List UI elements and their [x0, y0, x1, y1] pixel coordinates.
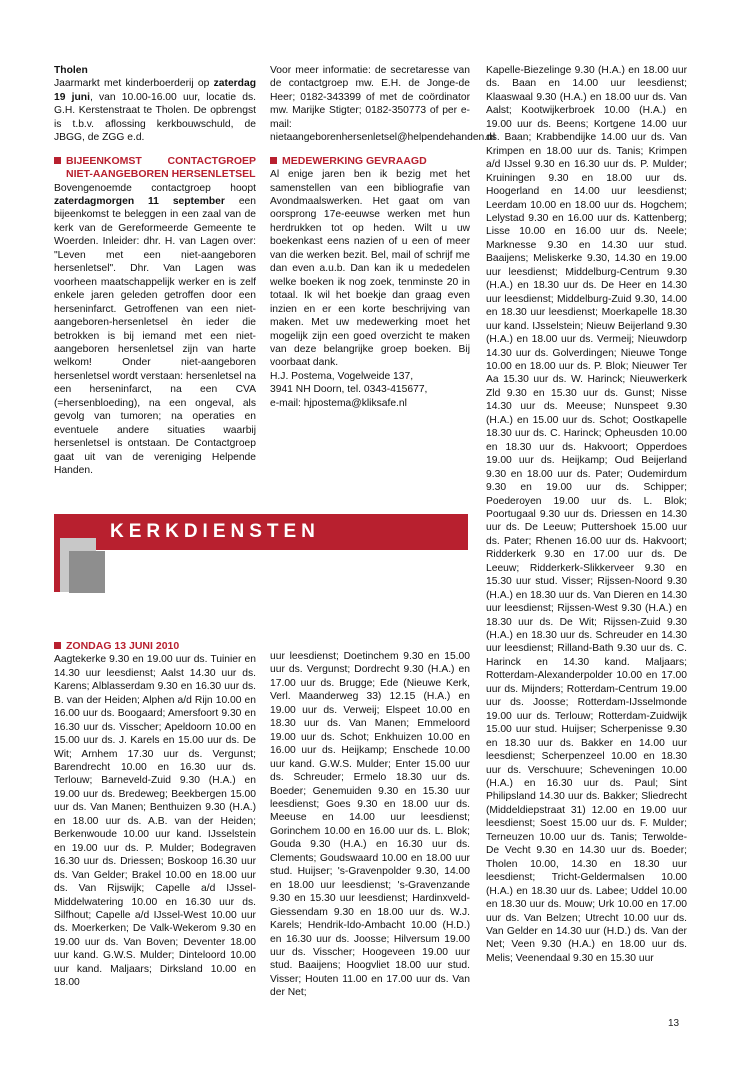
bijeenkomst-text-post2: Inleider: dhr. H. van Lagen over: "Leven met een niet-aangeboren hersenletsel". Dhr. Van Lagen was voorheen maatschappelijk werker en is zelf enkele jaren geleden getroffen door een herseninfarct. Getroffenen van een niet-aangeboren-hersenletsel èn ieder die betrokken is bij iemand met een niet-aangeboren hersenletsel zijn van harte welkom! Onder niet-aangeboren hersenletsel wordt verstaan: hersenletsel na een herseninfarct, na een CVA (=hersenbloeding), na een ongeval, als gevolg van tumoren; na operaties en eventuele andere situaties waarbij hersenletsel is ontstaan. De Contactgroep gaat uit van de vereniging Helpende Handen. — [54, 236, 256, 477]
column-4 — [54, 640, 256, 1060]
tholen-title: Tholen — [54, 65, 88, 76]
contact-name: H.J. Postema, Vogelweide 137, — [270, 370, 414, 382]
bijeenkomst-text — [54, 182, 256, 478]
column-2 — [270, 64, 496, 501]
bijeenkomst-text-pre: Bovengenoemde contactgroep hoopt — [54, 182, 256, 194]
kerkdiensten-date-heading: ZONDAG 13 JUNI 2010 — [54, 640, 256, 653]
square-bullet-icon — [270, 157, 277, 164]
tholen-date: zaterdag 19 juni — [54, 78, 256, 103]
kerkdiensten-col1-text: Aagtekerke 9.30 en 19.00 uur ds. Tuinier en 14.30 uur leesdienst; Aalst 14.30 uur ds. Karens; Alblasserdam 9.30 en 16.30 uur ds. B. van der Heiden; Alphen a/d Rijn 10.00 en 16.00 uur ds. Boogaard; Amersfoort 9.30 en 16.30 uur ds. Visscher; Apeldoorn 10.00 en 15.00 uur ds. J. Karels en 15.00 uur ds. De Wit; Arnhem 17.30 uur ds. Vergunst; Barendrecht 10.00 en 16.30 uur ds. Terlouw; Barneveld-Zuid 9.30 (H.A.) en 19.00 uur ds. Bredeweg; Beekbergen 15.00 uur ds. Van Manen; Benthuizen 9.30 (H.A.) en 18.00 uur ds. A.B. van der Heiden; Berkenwoude 10.00 uur kand. IJsselstein en 19.00 uur ds. P. Mulder; Bodegraven 16.30 uur ds. Driessen; Boskoop 16.30 uur ds. Van Gelder; Brakel 10.00 en 18.00 uur ds. Van Rijswijk; Capelle a/d IJssel-Middelwatering 10.00 en 16.30 uur ds. Silfhout; Capelle a/d IJssel-West 10.00 uur ds. Moerkerken; De Valk-Wekerom 9.30 en 19.00 uur ds. Van Boven; Deventer 18.00 uur kand. G.W.S. Mulder; Dinteloord 10.00 uur kand. Maljaars; Dirksland 10.00 en 18.00 — [54, 654, 256, 989]
bijeenkomst-heading: BIJEENKOMST CONTACTGROEP NIET-AANGEBOREN HERSENLETSEL — [54, 155, 256, 182]
bijeenkomst-info: Voor meer informatie: de secretaresse van de contactgroep mw. E.H. de Jonge-de Heer; 0182-343399 of met de coördinator mw. Marijke Stigter; 0182-350773 of per e-mail: nietaangeborenhersenletsel@helpendehanden.nl — [270, 65, 496, 144]
kerkdiensten-col3-text: Kapelle-Biezelinge 9.30 (H.A.) en 18.00 uur ds. Baan en 14.00 uur leesdienst; Klaaswaal 9.30 (H.A.) en 18.00 uur ds. Van Aalst; Kootwijkerbroek 10.00 (H.A.) en 19.00 uur ds. Beens; Kortgene 14.00 uur ds. Baan; Krabbendijke 14.00 uur ds. Van Krimpen en 18.00 uur ds. Tanis; Krimpen a/d IJssel 9.30 en 16.30 uur ds. P. Mulder; Kruiningen 9.30 en 18.00 uur ds. Hoogerland en 14.00 uur leesdienst; Leerdam 10.00 en 18.00 uur ds. Hogchem; Lelystad 9.30 en 16.00 uur ds. Kattenberg; Lisse 10.00 en 16.00 uur ds. Neele; Marknesse 9.30 en 14.30 uur stud. Baaijens; Meliskerke 9.30, 14.30 en 19.00 uur leesdienst; Middelburg-Centrum 9.30 (H.A.) en 18.30 uur ds. De Heer en 14.30 uur leesdienst; Middelburg-Zuid 9.30, 14.00 en 18.30 uur leesdienst; Moerkapelle 18.30 uur kand. IJsselstein; Nieuw Beijerland 9.30 (H.A.) en 18.00 uur ds. Vermeij; Nieuwdorp 14.30 uur ds. Golverdingen; Nieuwe Tonge 10.00 en 18.00 uur ds. P. Blok; Nieuwer Ter Aa 15.30 uur ds. W. Harinck; Nieuwerkerk Zld 9.30 en 15.30 uur ds. Gunst; Nisse 14.30 uur ds. Meeuse; Nunspeet 9.30 (H.A.) en 15.00 uur ds. Schot; Oostkapelle 18.30 uur ds. C. Harinck; Opheusden 10.00 en 18.30 uur ds. Hakvoort; Opperdoes 19.00 uur ds. Heijkamp; Oud Beijerland 9.30 en 18.00 uur ds. Pater; Oudemirdum 9.30 en 19.00 uur ds. Schipper; Poederoyen 19.00 uur ds. L. Blok; Poortugaal 9.30 uur ds. Driessen en 14.30 uur ds. De Leeuw; Puttershoek 15.00 uur ds. Pater; Rhenen 16.00 uur ds. Hakvoort; Ridderkerk 9.30 en 17.00 uur ds. De Leeuw; Ridderkerk-Slikkerveer 9.30 en 15.30 uur stud. Visser; Rijssen-Noord 9.30 (H.A.) en 18.30 uur ds. Van Dieren en 14.30 uur leesdienst; Rijssen-West 9.30 (H.A.) en 18.30 uur ds. De Wit; Rijssen-Zuid 9.30 (H.A.) en 18.30 uur ds. Schreuder en 14.30 uur leesdienst; Rilland-Bath 9.30 uur ds. C. Harinck en 14.30 kand. Maljaars; Rotterdam-Alexanderpolder 10.00 en 17.00 uur ds. Mijnders; Rotterdam-Centrum 19.00 uur ds. Joosse; Rotterdam-IJsselmonde 19.00 uur ds. Terlouw; Rotterdam-Zuidwijk 15.00 uur stud. Huijser; Scherpenisse 9.30 en 18.30 uur ds. Bakker en 14.00 uur leesdienst; Scherpenzeel 10.00 en 18.30 uur ds. Verschuure; Scheveningen 10.00 (H.A.) en 16.30 uur ds. Paul; Sint Philipsland 14.30 uur ds. Bakker; Sliedrecht (Middeldiepstraat 31) 12.00 en 19.00 uur leesdienst; Soest 15.00 uur ds. F. Mulder; Terneuzen 10.00 uur ds. Tanis; Terwolde-De Vecht 9.30 en 14.30 uur ds. Boeder; Tholen 10.00, 14.30 en 18.30 uur leesdienst; Tricht-Geldermalsen 10.00 (H.A.) en 18.30 uur ds. Labee; Uddel 10.00 en 18.30 uur ds. Mouw; Urk 10.00 en 17.00 uur ds. Van Belzen; Utrecht 10.00 uur ds. Van Gelder en 14.30 uur (H.D.) ds. Van der Net; Veen 9.30 (H.A.) en 18.00 uur ds. Melis; Veenendaal 9.30 en 15.30 uur — [486, 65, 687, 964]
bijeenkomst-text-post: een bijeenkomst te beleggen in een zaal van de kerk van de Gereformeerde Gemeente te Woerden. — [54, 195, 256, 248]
medewerking-contact — [270, 370, 470, 410]
medewerking-heading: MEDEWERKING GEVRAAGD — [270, 155, 470, 168]
column-5 — [270, 650, 470, 1060]
tholen-text-post: , van 10.00-16.00 uur, locatie ds. G.H. Kerstenstraat te Tholen. De opbrengst is t.b.v. aflossing kerkbouwschuld, de JBGG, de ZGG e.d. — [54, 91, 256, 144]
square-bullet-icon — [54, 157, 61, 164]
column-3 — [486, 64, 687, 1054]
banner-grey-block-dark — [69, 551, 105, 593]
kerkdiensten-col2-text: uur leesdienst; Doetinchem 9.30 en 15.00 uur ds. Vergunst; Dordrecht 9.30 (H.A.) en 17.00 uur ds. Brugge; Ede (Nieuwe Kerk, Verl. Maanderweg 33) 12.15 (H.A.) en 19.00 uur ds. Verweij; Elspeet 10.00 en 18.30 uur ds. Van Manen; Emmeloord 19.00 uur ds. Schot; Enkhuizen 10.00 en 16.00 uur ds. Heijkamp; Enschede 10.00 uur kand. G.W.S. Mulder; Enter 15.00 uur ds. Schreuder; Ermelo 18.30 uur ds. Boeder; Genemuiden 9.30 en 15.30 uur leesdienst; Goes 9.30 en 18.00 uur ds. Meeuse en 14.00 uur leesdienst; Gorinchem 10.00 en 16.00 uur ds. L. Blok; Gouda 9.30 (H.A.) en 16.30 uur ds. Clements; Goudswaard 10.00 en 18.00 uur stud. Huijser; 's-Gravenpolder 9.30, 14.00 en 18.00 uur leesdienst; 's-Gravenzande 9.30 en 15.30 uur leesdienst; Hardinxveld-Giessendam 9.30 en 18.00 uur ds. W.J. Karels; Hendrik-Ido-Ambacht 10.00 (H.D.) en 16.30 uur ds. Joosse; Hilversum 19.00 uur ds. Visscher; Hoogeveen 19.00 uur stud. Baaijens; Hoogvliet 18.00 uur stud. Visser; Houten 11.00 en 17.00 uur ds. Van der Net; — [270, 651, 470, 999]
kerkdiensten-title: KERKDIENSTEN — [110, 521, 320, 542]
tholen-text — [54, 77, 256, 144]
column-1 — [54, 64, 256, 501]
contact-address: 3941 NH Doorn, tel. 0343-415677, — [270, 384, 428, 396]
bijeenkomst-date: zaterdagmorgen 11 september — [54, 195, 225, 207]
tholen-text-pre: Jaarmarkt met kinderboerderij op — [54, 78, 214, 90]
square-bullet-icon — [54, 642, 61, 649]
contact-email[interactable]: e-mail: hjpostema@kliksafe.nl — [270, 397, 407, 409]
column-2-inner — [270, 64, 496, 410]
medewerking-text: Al enige jaren ben ik bezig met het samenstellen van een bibliografie van Avondmaalswerken. Het gaat om van oorsprong 17e-eeuwse werken met hun herdrukken tot op heden. Wilt u uw boekenkast eens nazien of u een of meer van die werken bezit. Bel, mail of schrijf me dan even a.u.b. Dan kan ik u mededelen welke boeken ik nog zoek, tenminste 20 in totaal. Ik wil het boekje dan graag even inzien en er een korte beschrijving van maken. Met uw medewerking moet het mogelijk zijn een goed overzicht te maken van deze belangrijke groep boeken. Bij voorbaat dank. — [270, 169, 470, 369]
page-number: 13 — [668, 1018, 680, 1029]
